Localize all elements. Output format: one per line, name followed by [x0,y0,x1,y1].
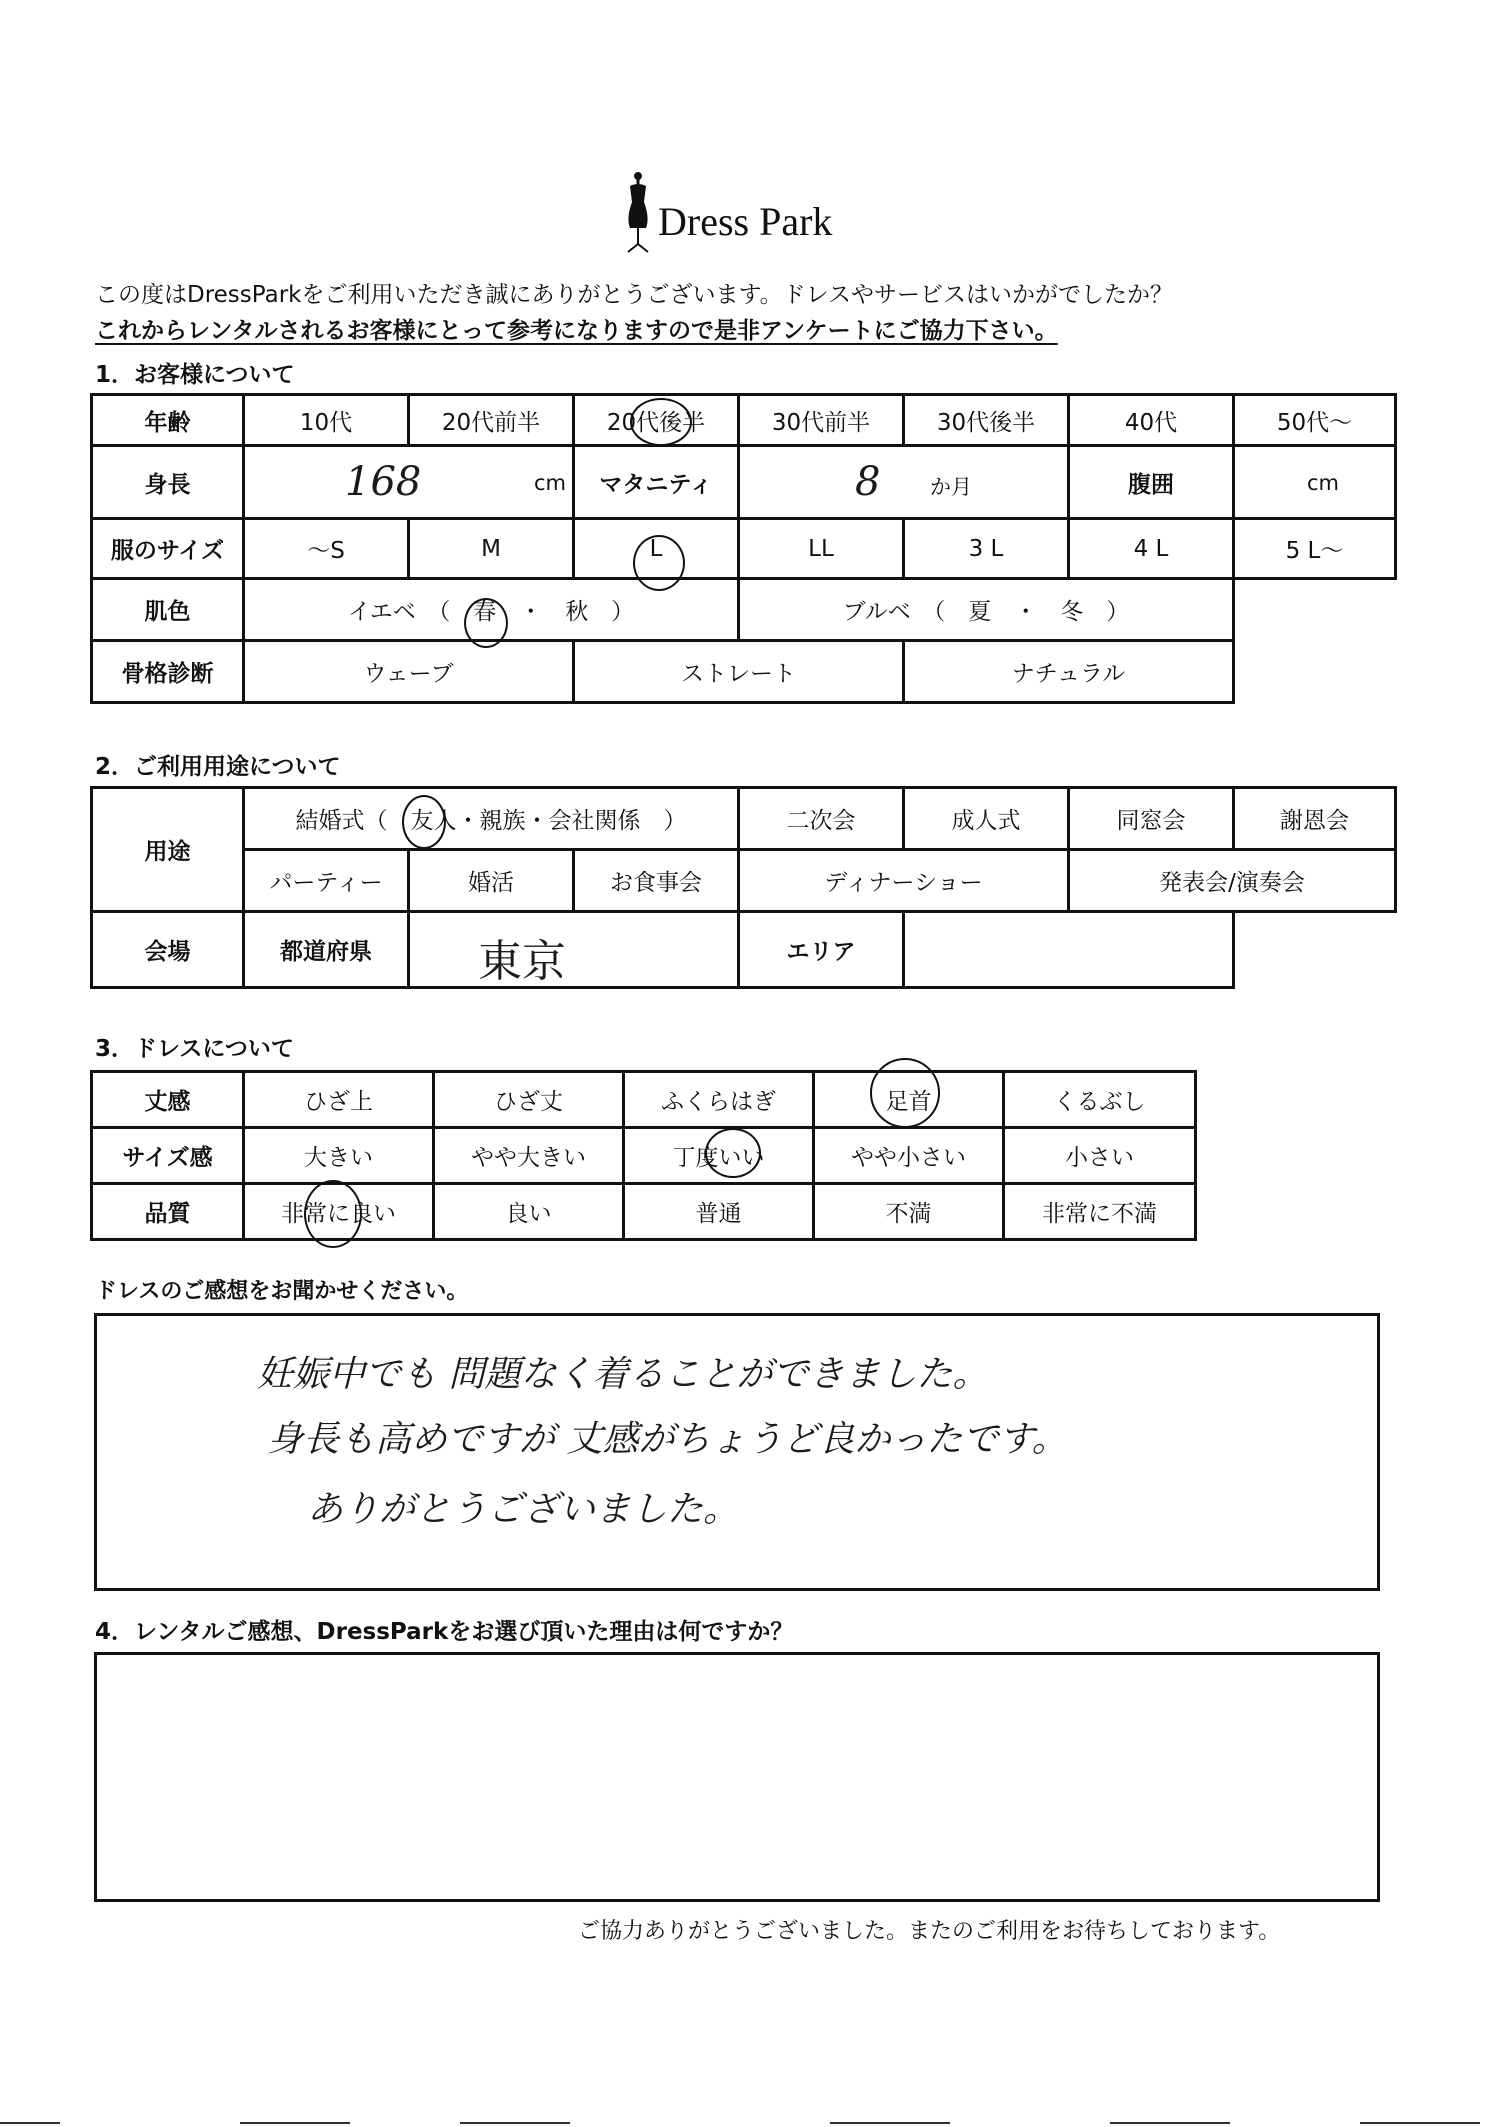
height-value: 168 [345,459,422,505]
fit-label: サイズ感 [92,1128,244,1184]
area-field[interactable] [904,912,1234,988]
skin-label: 肌色 [92,579,244,641]
brand-name: Dress Park [658,199,833,244]
intro-text: この度はDressParkをご利用いただき誠にありがとうございます。ドレスやサービスはいかがでしたか？ [95,282,1173,308]
length-option[interactable]: ひざ丈 [434,1072,624,1128]
purpose-option[interactable]: ディナーショー [739,850,1069,912]
size-option[interactable]: 5 L～ [1234,519,1396,579]
scan-mark [830,2122,950,2124]
frame-option[interactable]: ナチュラル [904,641,1234,703]
age-option[interactable]: 30代前半 [739,395,904,446]
selection-circle [633,535,685,591]
section2-title: 2．ご利用用途について [95,754,341,780]
section3-title: 3．ドレスについて [95,1036,294,1062]
selection-circle [630,398,692,446]
size-option[interactable]: LL [739,519,904,579]
maternity-label: マタニティ [574,446,739,519]
height-label: 身長 [92,446,244,519]
maternity-field[interactable] [739,446,1069,519]
quality-option[interactable]: 非常に不満 [1004,1184,1196,1240]
brand-logo [620,168,860,258]
usage-table [90,786,1397,989]
purpose-option[interactable]: 成人式 [904,788,1069,850]
size-label: 服のサイズ [92,519,244,579]
length-label: 丈感 [92,1072,244,1128]
age-label: 年齢 [92,395,244,446]
area-label: エリア [739,912,904,988]
quality-option[interactable]: 良い [434,1184,624,1240]
maternity-unit: か月 [930,475,972,499]
intro-request: これからレンタルされるお客様にとって参考になりますので是非アンケートにご協力下さい。 [95,318,1058,344]
purpose-option[interactable]: 謝恩会 [1234,788,1396,850]
selection-circle [870,1058,940,1128]
height-unit: cm [533,471,566,495]
size-option[interactable]: 4 L [1069,519,1234,579]
purpose-label: 用途 [92,788,244,912]
age-option-selected[interactable]: 20代後半 [574,395,739,446]
customer-table [90,393,1397,704]
age-option[interactable]: 50代～ [1234,395,1396,446]
age-option[interactable]: 20代前半 [409,395,574,446]
impressions-line: 身長も高めですが 丈感がちょうど良かったです。 [267,1419,1068,1460]
selection-circle [705,1128,761,1178]
waist-field[interactable] [1234,446,1396,519]
selection-circle [464,598,508,648]
skin-blue-option[interactable]: ブルベ （ 夏 ・ 冬 ） [739,579,1234,641]
impressions-title: ドレスのご感想をお聞かせください。 [95,1279,469,1304]
purpose-option[interactable]: 二次会 [739,788,904,850]
venue-label: 会場 [92,912,244,988]
maternity-value: 8 [855,459,881,505]
length-option[interactable]: ふくらはぎ [624,1072,814,1128]
age-option[interactable]: 40代 [1069,395,1234,446]
size-option-selected[interactable]: L [574,519,739,579]
fit-option[interactable]: 小さい [1004,1128,1196,1184]
section4-answer-box[interactable] [94,1652,1380,1902]
prefecture-field[interactable] [409,912,739,988]
prefecture-value: 東京 [478,936,566,987]
fit-option[interactable]: 大きい [244,1128,434,1184]
purpose-option[interactable]: 同窓会 [1069,788,1234,850]
length-option-selected[interactable]: 足首 [814,1072,1004,1128]
age-option[interactable]: 10代 [244,395,409,446]
waist-label: 腹囲 [1069,446,1234,519]
impressions-line: 妊娠中でも 問題なく着ることができました。 [257,1354,989,1395]
fit-option[interactable]: やや大きい [434,1128,624,1184]
fit-option-selected[interactable]: 丁度いい [624,1128,814,1184]
size-option[interactable]: M [409,519,574,579]
waist-unit: cm [1307,471,1340,495]
quality-option-selected[interactable]: 非常に良い [244,1184,434,1240]
impressions-box[interactable] [94,1313,1380,1591]
dress-form-icon [620,168,656,258]
size-option[interactable]: ～S [244,519,409,579]
closing-message: ご協力ありがとうございました。またのご利用をお待ちしております。 [578,1919,1281,1944]
frame-label: 骨格診断 [92,641,244,703]
dress-table [90,1070,1197,1241]
scan-mark [460,2122,570,2124]
skin-yellow-option[interactable]: イエベ （ 春 ・ 秋 ） [244,579,739,641]
length-option[interactable]: くるぶし [1004,1072,1196,1128]
frame-option[interactable]: ストレート [574,641,904,703]
frame-option[interactable]: ウェーブ [244,641,574,703]
impressions-line: ありがとうございました。 [307,1489,740,1530]
quality-option[interactable]: 不満 [814,1184,1004,1240]
scan-mark [240,2122,350,2124]
size-option[interactable]: 3 L [904,519,1069,579]
purpose-option[interactable]: 婚活 [409,850,574,912]
scan-mark [0,2122,60,2124]
section1-title: 1．お客様について [95,362,295,388]
quality-option[interactable]: 普通 [624,1184,814,1240]
fit-option[interactable]: やや小さい [814,1128,1004,1184]
scan-mark [1360,2122,1480,2124]
quality-label: 品質 [92,1184,244,1240]
section4-title: 4．レンタルご感想、DressParkをお選び頂いた理由は何ですか？ [95,1619,794,1645]
length-option[interactable]: ひざ上 [244,1072,434,1128]
age-option[interactable]: 30代後半 [904,395,1069,446]
purpose-wedding[interactable]: 結婚式（ 友人・親族・会社関係 ） [244,788,739,850]
purpose-option[interactable]: パーティー [244,850,409,912]
height-field[interactable] [244,446,574,519]
purpose-option[interactable]: 発表会/演奏会 [1069,850,1396,912]
selection-circle [402,795,446,849]
scan-mark [1110,2122,1230,2124]
selection-circle [304,1180,362,1248]
prefecture-label: 都道府県 [244,912,409,988]
purpose-option[interactable]: お食事会 [574,850,739,912]
